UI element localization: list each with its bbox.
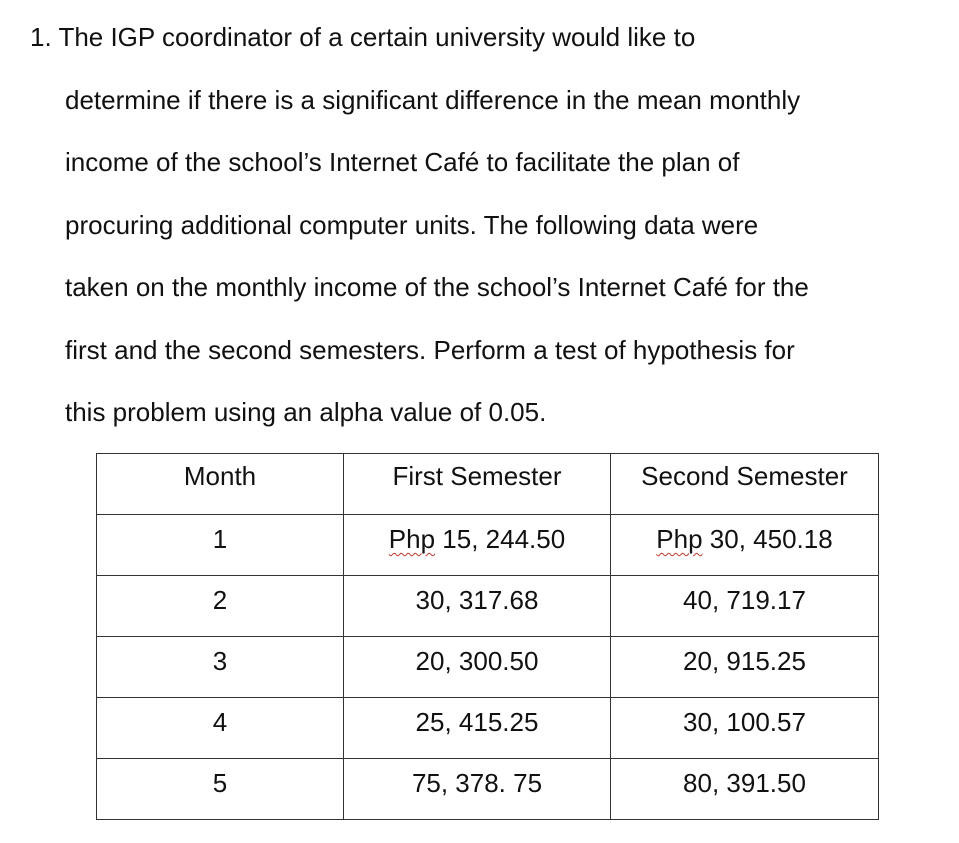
cell-month: 2: [97, 576, 344, 637]
cell-second-semester: 20, 915.25: [611, 637, 879, 698]
cell-second-semester: [611, 515, 879, 576]
problem-line-2: determine if there is a significant difference in the mean monthly: [65, 85, 801, 115]
table-row: [97, 637, 879, 698]
table-row: [97, 576, 879, 637]
table-header-row: [97, 454, 879, 515]
amount: 30, 450.18: [702, 524, 833, 554]
currency-prefix: Php: [656, 524, 703, 554]
cell-month: 3: [97, 637, 344, 698]
problem-line-7: this problem using an alpha value of 0.05.: [65, 397, 547, 427]
amount: 15, 244.50: [435, 524, 566, 554]
problem-line-3: income of the school’s Internet Café to facilitate the plan of: [65, 147, 740, 177]
table-row: [97, 759, 879, 820]
cell-first-semester: [344, 515, 611, 576]
header-month: Month: [97, 454, 344, 515]
cell-second-semester: 40, 719.17: [611, 576, 879, 637]
problem-line-4: procuring additional computer units. The following data were: [65, 210, 759, 240]
cell-second-semester: 80, 391.50: [611, 759, 879, 820]
cell-first-semester: 30, 317.68: [344, 576, 611, 637]
problem-line-1: 1. The IGP coordinator of a certain university would like to: [30, 22, 696, 52]
income-table: [96, 453, 879, 820]
table-row: [97, 698, 879, 759]
header-second-semester: Second Semester: [611, 454, 879, 515]
currency-prefix: Php: [388, 524, 436, 554]
cell-month: 5: [97, 759, 344, 820]
problem-line-5: taken on the monthly income of the school’s Internet Café for the: [65, 272, 809, 302]
header-first-semester: First Semester: [344, 454, 611, 515]
cell-month: 1: [97, 515, 344, 576]
cell-first-semester: 75, 378. 75: [344, 759, 611, 820]
cell-first-semester: 25, 415.25: [344, 698, 611, 759]
cell-first-semester: 20, 300.50: [344, 637, 611, 698]
cell-month: 4: [97, 698, 344, 759]
problem-line-6: first and the second semesters. Perform a test of hypothesis for: [65, 335, 795, 365]
table-row: [97, 515, 879, 576]
cell-second-semester: 30, 100.57: [611, 698, 879, 759]
